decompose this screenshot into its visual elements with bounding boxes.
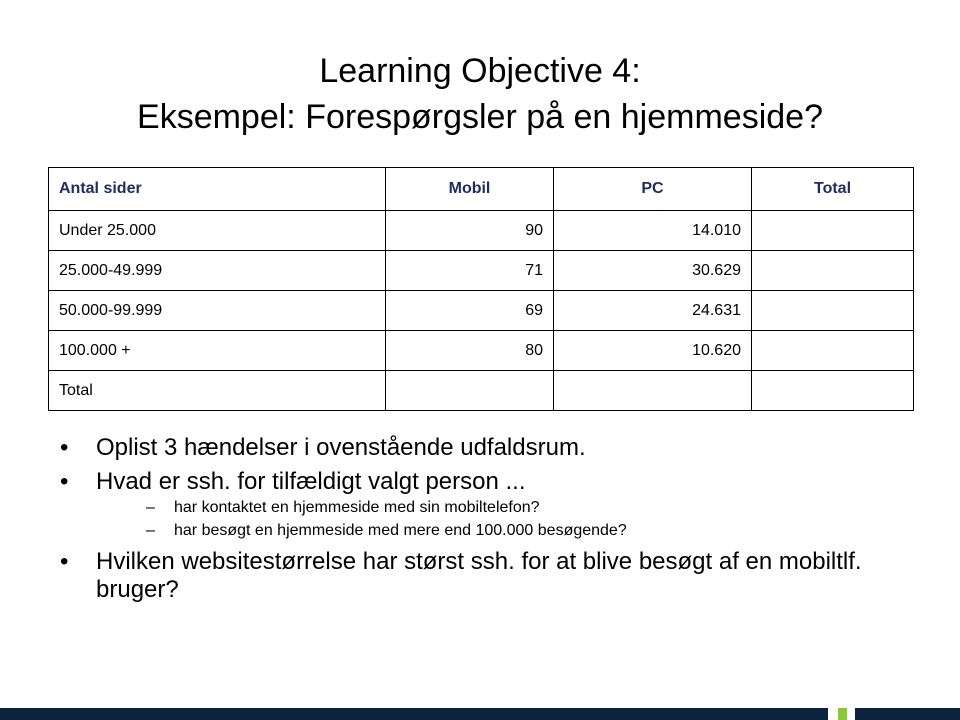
cell-mobil: 69 <box>386 291 554 331</box>
footer-accent-gap <box>847 708 855 720</box>
cell-pc <box>554 371 752 411</box>
data-table <box>48 167 914 411</box>
cell-total <box>752 371 914 411</box>
cell-total <box>752 331 914 371</box>
table-row <box>49 211 914 251</box>
cell-mobil: 71 <box>386 251 554 291</box>
sub-bullet-text: har kontaktet en hjemmeside med sin mobiltelefon? <box>174 499 540 516</box>
sub-bullet-item <box>96 496 920 519</box>
bullet-text: Hvilken websitestørrelse har størst ssh. for at blive besøgt af en mobiltlf. bruger? <box>96 548 862 603</box>
header-antal-sider: Antal sider <box>49 168 386 211</box>
title-line-2: Eksempel: Forespørgsler på en hjemmeside? <box>137 98 823 136</box>
sub-bullet-item <box>96 519 920 542</box>
cell-total <box>752 291 914 331</box>
cell-mobil <box>386 371 554 411</box>
cell-antal-sider: 25.000-49.999 <box>49 251 386 291</box>
footer-accent-gap <box>828 708 838 720</box>
cell-antal-sider: Under 25.000 <box>49 211 386 251</box>
bullet-item <box>60 548 920 604</box>
dash-icon: – <box>146 522 155 539</box>
table-row <box>49 251 914 291</box>
header-total: Total <box>752 168 914 211</box>
cell-mobil: 80 <box>386 331 554 371</box>
cell-pc: 24.631 <box>554 291 752 331</box>
bullet-icon: • <box>60 434 69 461</box>
cell-total <box>752 251 914 291</box>
header-mobil: Mobil <box>386 168 554 211</box>
cell-total <box>752 211 914 251</box>
table-total-row <box>49 371 914 411</box>
bullet-list <box>60 428 920 604</box>
table-header-row <box>49 168 914 211</box>
bullet-item <box>60 434 920 462</box>
slide-title <box>0 48 960 140</box>
cell-pc: 30.629 <box>554 251 752 291</box>
dash-icon: – <box>146 499 155 516</box>
bullet-icon: • <box>60 548 69 575</box>
cell-antal-sider: 50.000-99.999 <box>49 291 386 331</box>
cell-pc: 14.010 <box>554 211 752 251</box>
bullet-item <box>60 468 920 542</box>
cell-pc: 10.620 <box>554 331 752 371</box>
table-row <box>49 331 914 371</box>
sub-bullet-list <box>96 496 920 542</box>
footer-accent-square <box>838 708 847 720</box>
cell-mobil: 90 <box>386 211 554 251</box>
bullet-icon: • <box>60 468 69 495</box>
cell-antal-sider: Total <box>49 371 386 411</box>
title-line-1: Learning Objective 4: <box>319 52 641 90</box>
table-row <box>49 291 914 331</box>
bullet-text: Hvad er ssh. for tilfældigt valgt person ... <box>96 468 526 495</box>
bullet-text: Oplist 3 hændelser i ovenstående udfaldsrum. <box>96 434 586 461</box>
cell-antal-sider: 100.000 + <box>49 331 386 371</box>
header-pc: PC <box>554 168 752 211</box>
sub-bullet-text: har besøgt en hjemmeside med mere end 100.000 besøgende? <box>174 522 627 539</box>
footer-bar <box>0 708 960 720</box>
